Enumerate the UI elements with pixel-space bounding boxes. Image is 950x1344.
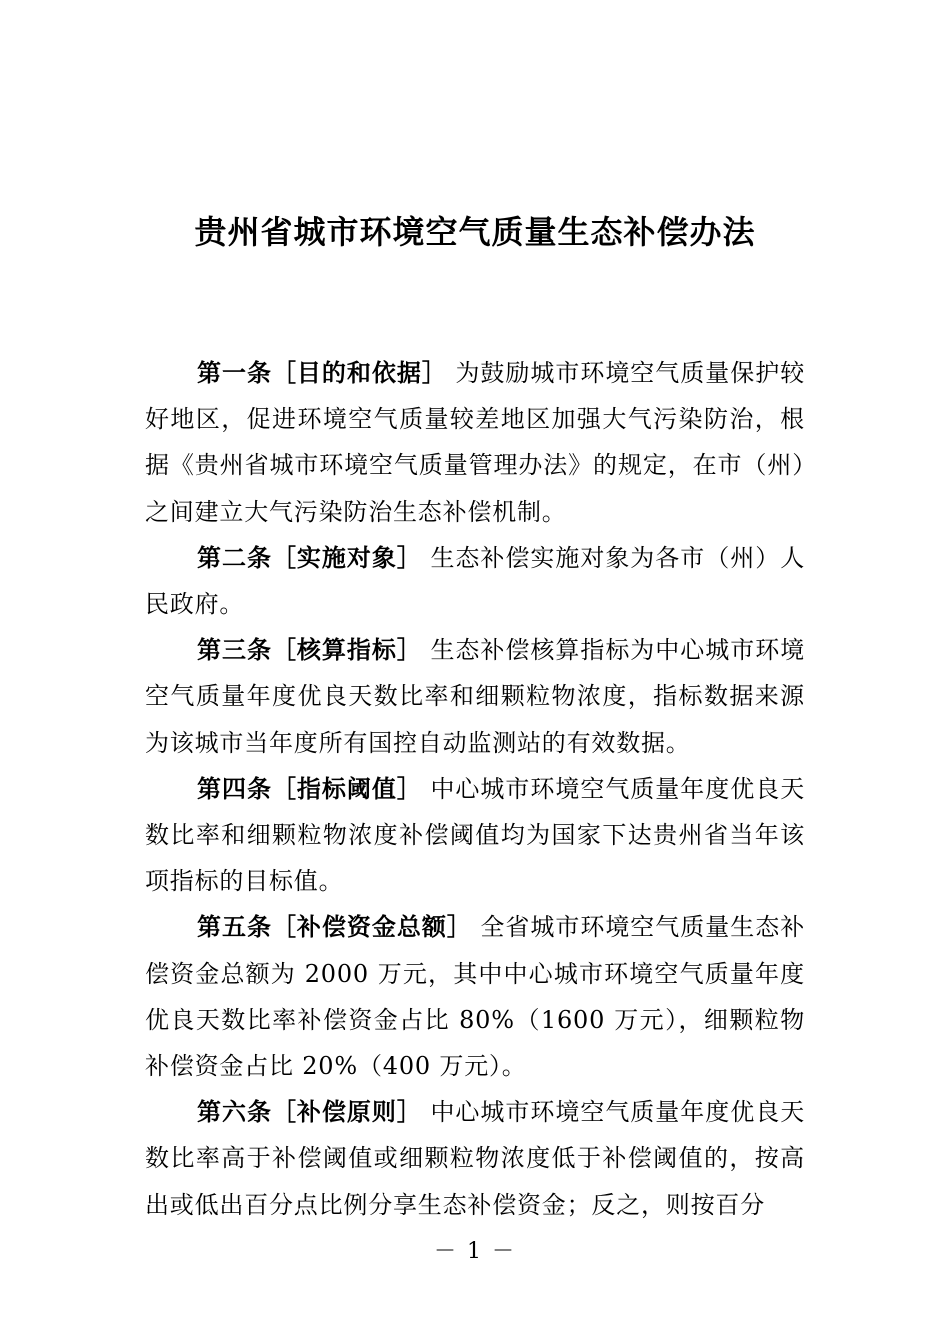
article-1-text: 为鼓励城市环境空气质量保护较好地区，促进环境空气质量较差地区加强大气污染防治，根据《贵州省城市环境空气质量管理办法》的规定，在市（州）之间建立大气污染防治生态补偿机制。 xyxy=(145,359,805,526)
article-5 xyxy=(145,904,805,1089)
article-6 xyxy=(145,1089,805,1228)
article-5-heading: 第五条［补偿资金总额］ xyxy=(197,912,472,942)
article-6-heading: 第六条［补偿原则］ xyxy=(197,1097,422,1127)
article-4-text: 中心城市环境空气质量年度优良天数比率和细颗粒物浓度补偿阈值均为国家下达贵州省当年该项指标的目标值。 xyxy=(145,774,805,896)
page-number: － 1 － xyxy=(434,1239,516,1264)
document-body xyxy=(145,350,805,1228)
article-3 xyxy=(145,627,805,766)
article-5-text: 全省城市环境空气质量生态补偿资金总额为 2000 万元，其中中心城市环境空气质量年度优良天数比率补偿资金占比 80%（1600 万元），细颗粒物补偿资金占比 20%（400 万元）。 xyxy=(145,913,806,1081)
article-1-heading: 第一条［目的和依据］ xyxy=(197,358,447,387)
document-title: 贵州省城市环境空气质量生态补偿办法 xyxy=(194,213,756,251)
article-2-heading: 第二条［实施对象］ xyxy=(197,542,422,572)
article-4-heading: 第四条［指标阈值］ xyxy=(197,773,422,803)
article-2-text: 生态补偿实施对象为各市（州）人民政府。 xyxy=(145,543,805,619)
article-3-text: 生态补偿核算指标为中心城市环境空气质量年度优良天数比率和细颗粒物浓度，指标数据来源为该城市当年度所有国控自动监测站的有效数据。 xyxy=(145,636,805,757)
article-3-heading: 第三条［核算指标］ xyxy=(197,635,422,665)
article-6-text: 中心城市环境空气质量年度优良天数比率高于补偿阈值或细颗粒物浓度低于补偿阈值的，按高出或低出百分点比例分享生态补偿资金；反之，则按百分 xyxy=(145,1098,805,1219)
article-2 xyxy=(145,535,805,627)
article-1 xyxy=(145,350,805,535)
article-4 xyxy=(145,766,805,905)
